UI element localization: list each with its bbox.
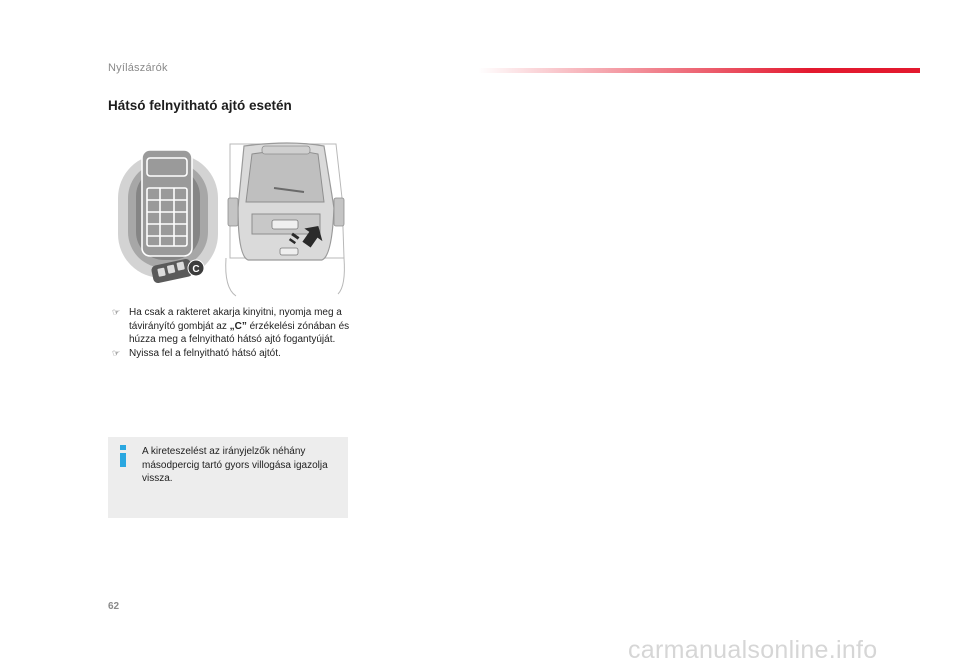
header-accent-bar	[478, 68, 920, 73]
zone-c-label	[188, 260, 204, 276]
page-heading: Hátsó felnyitható ajtó esetén	[108, 98, 292, 113]
arrow-right-icon: ☞	[112, 347, 121, 358]
instruction-step: ☞ Nyissa fel a felnyitható hátsó ajtót.	[112, 347, 281, 359]
arrow-right-icon: ☞	[112, 307, 121, 317]
page-number: 62	[108, 601, 120, 612]
van-top-view-graphic	[142, 150, 192, 256]
section-title: Nyílászárók	[108, 62, 168, 74]
watermark: carmanualsonline.info	[628, 636, 878, 664]
info-note	[108, 437, 348, 518]
svg-text:C: C	[192, 264, 200, 275]
info-text: A kireteszelést az irányjelzők néhány másodpercig tartó gyors villogása igazolja vissza.	[142, 446, 328, 484]
van-rear-view-graphic	[226, 143, 345, 296]
info-icon	[118, 445, 128, 467]
rear-door-illustration	[112, 138, 348, 300]
instruction-list	[112, 306, 352, 360]
instruction-step: ☞ Ha csak a rakteret akarja kinyitni, nyomja meg a távirányító gombját az „C” érzékelési zónában és húzza meg a felnyitható hátsó ajtó fogantyúját.	[112, 307, 350, 345]
